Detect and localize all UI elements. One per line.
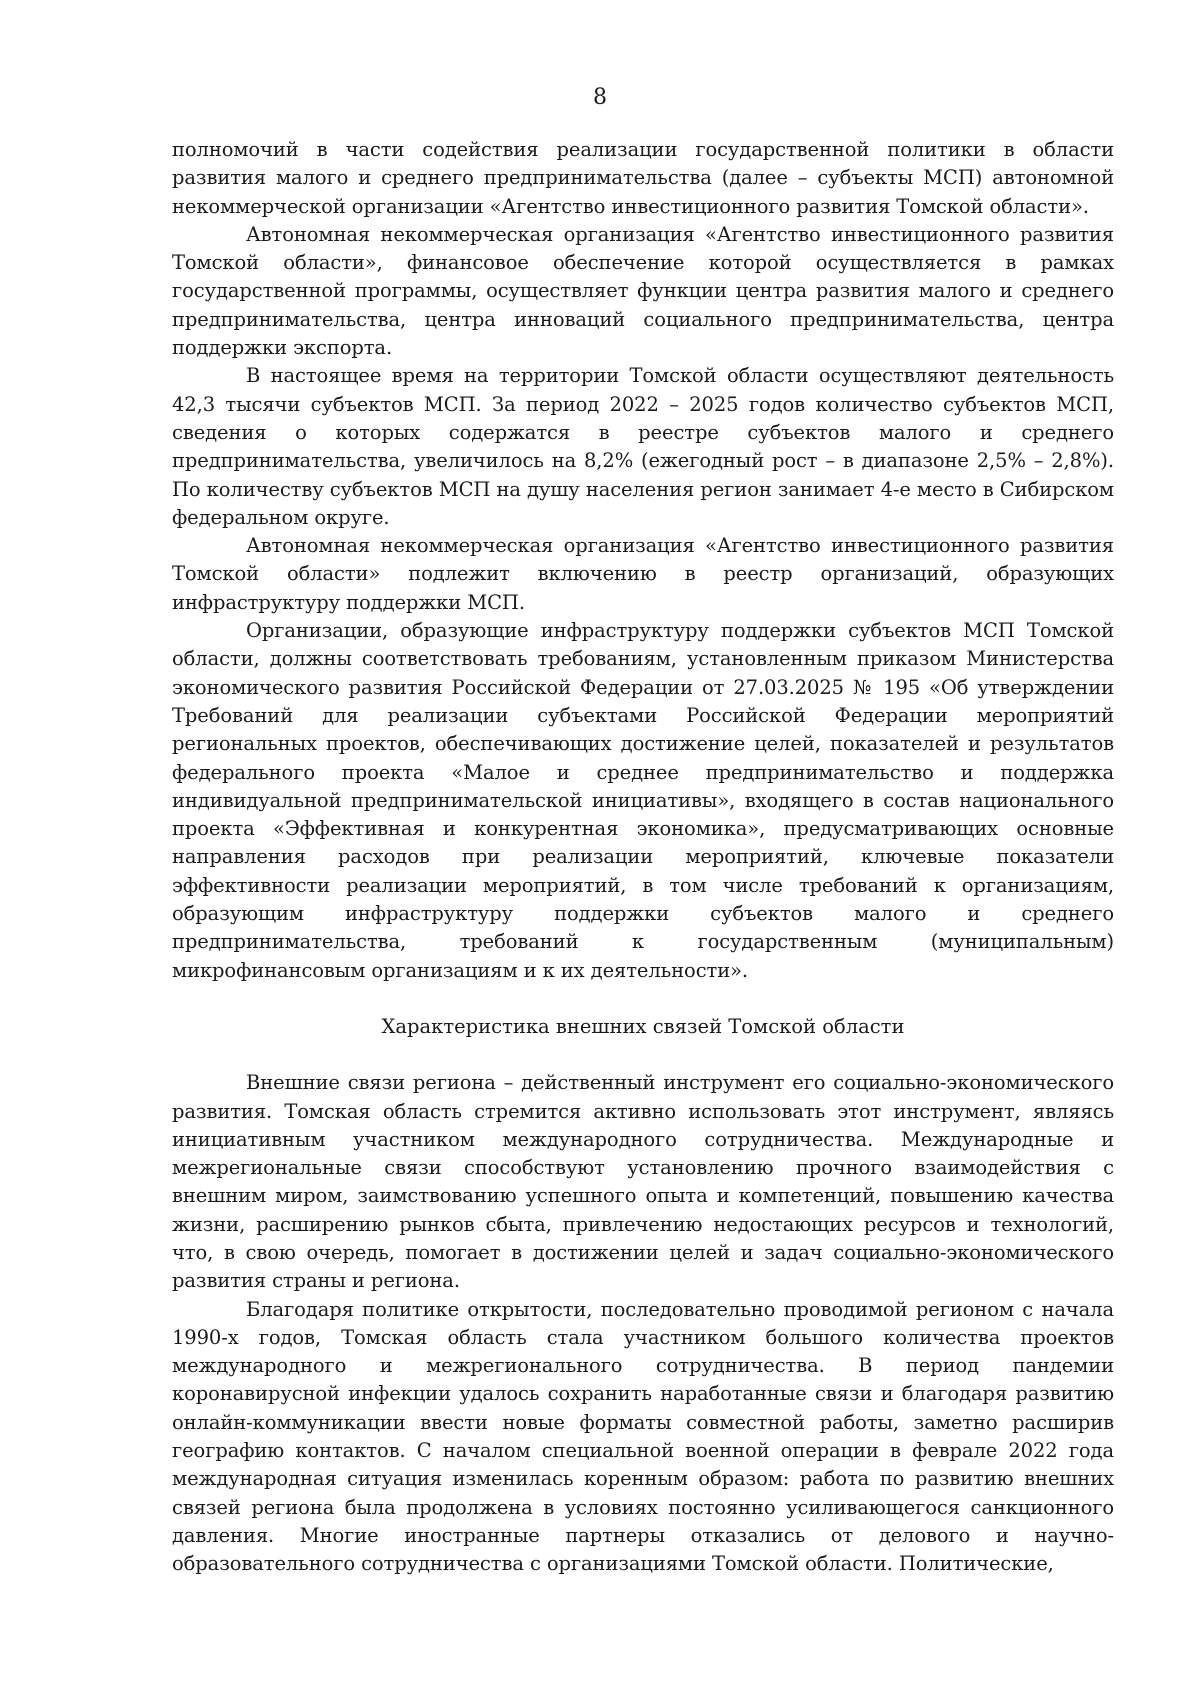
paragraph: Автономная некоммерческая организация «Агентство инвестиционного развития Томской области» подлежит включению в реестр организаций, образующих инфраструктуру поддержки МСП. xyxy=(172,534,1114,614)
section-heading: Характеристика внешних связей Томской области xyxy=(381,1014,905,1038)
paragraph: Автономная некоммерческая организация «Агентство инвестиционного развития Томской области», финансовое обеспечение которой осуществляется в рамках государственной программы, осуществляет функции центра развития малого и среднего предпринимательства, центра инноваций социального предпринимательства, центра поддержки экспорта. xyxy=(172,222,1114,360)
document-body xyxy=(172,136,1114,1579)
paragraph: Благодаря политике открытости, последовательно проводимой регионом с начала 1990-х годов, Томская область стала участником большого количества проектов международного и межрегионального сотрудничества. В период пандемии коронавирусной инфекции удалось сохранить наработанные связи и благодаря развитию онлайн-коммуникации ввести новые форматы совместной работы, заметно расширив географию контактов. С началом специальной военной операции в феврале 2022 года международная ситуация изменилась коренным образом: работа по развитию внешних связей региона была продолжена в условиях постоянно усиливающегося санкционного давления. Многие иностранные партнеры отказались от делового и научно-образовательного сотрудничества с организациями Томской области. Политические, xyxy=(172,1297,1114,1576)
paragraph: Организации, образующие инфраструктуру поддержки субъектов МСП Томской области, должны соответствовать требованиям, установленным приказом Министерства экономического развития Российской Федерации от 27.03.2025 № 195 «Об утверждении Требований для реализации субъектами Российской Федерации мероприятий региональных проектов, обеспечивающих достижение целей, показателей и результатов федерального проекта «Малое и среднее предпринимательство и поддержка индивидуальной предпринимательской инициативы», входящего в состав национального проекта «Эффективная и конкурентная экономика», предусматривающих основные направления расходов при реализации мероприятий, ключевые показатели эффективности реализации мероприятий, в том числе требований к организациям, образующим инфраструктуру поддержки субъектов малого и среднего предпринимательства, требований к государственным (муниципальным) микрофинансовым организациям и к их деятельности». xyxy=(172,619,1114,982)
paragraph: Внешние связи региона – действенный инструмент его социально-экономического развития. Томская область стремится активно использовать этот инструмент, являясь инициативным участником международного сотрудничества. Международные и межрегиональные связи способствуют установлению прочного взаимодействия с внешним миром, заимствованию успешного опыта и компетенций, повышению качества жизни, расширению рынков сбыта, привлечению недостающих ресурсов и технологий, что, в свою очередь, помогает в достижении целей и задач социально-экономического развития страны и региона. xyxy=(172,1071,1114,1293)
paragraph-continuation: полномочий в части содействия реализации государственной политики в области развития малого и среднего предпринимательства (далее – субъекты МСП) автономной некоммерческой организации «Агентство инвестиционного развития Томской области». xyxy=(172,138,1114,218)
paragraph: В настоящее время на территории Томской области осуществляют деятельность 42,3 тысячи субъектов МСП. За период 2022 – 2025 годов количество субъектов МСП, сведения о которых содержатся в реестре субъектов малого и среднего предпринимательства, увеличилось на 8,2% (ежегодный рост – в диапазоне 2,5% – 2,8%). По количеству субъектов МСП на душу населения регион занимает 4-е место в Сибирском федеральном округе. xyxy=(172,364,1114,529)
page-number: 8 xyxy=(593,85,607,110)
